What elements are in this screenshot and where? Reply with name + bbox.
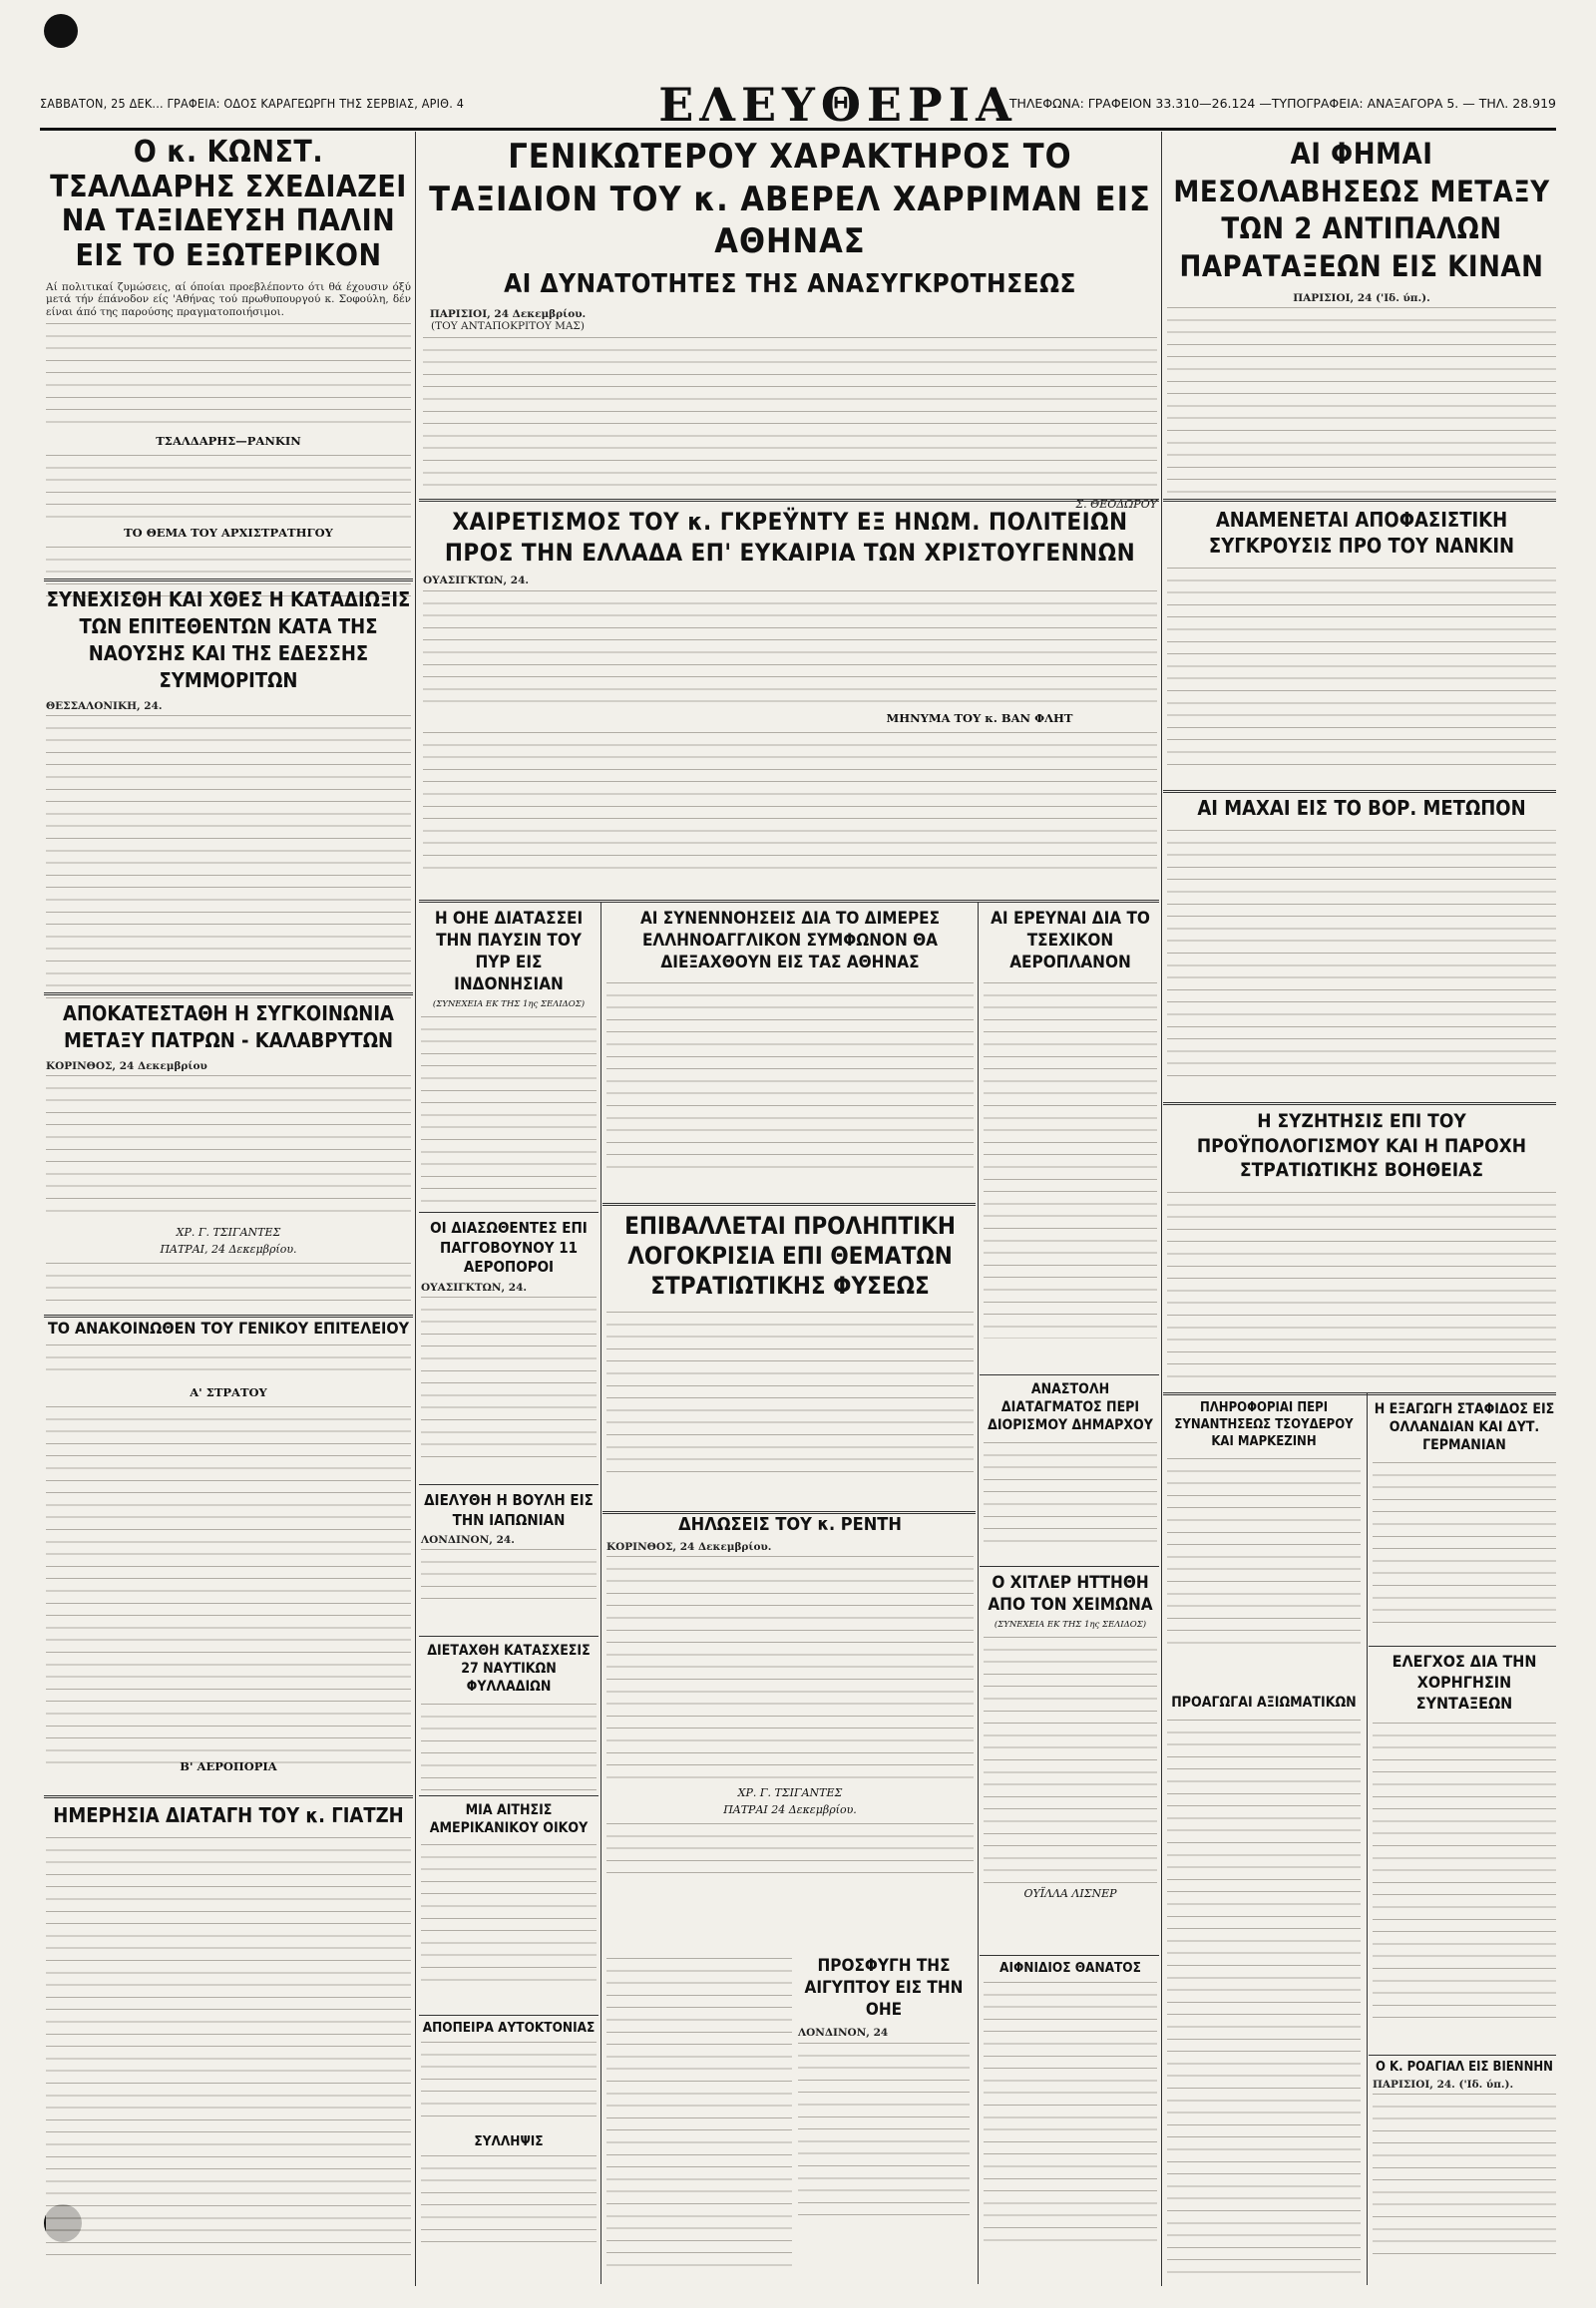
section-rule — [1369, 1646, 1556, 1647]
headline-order: ΗΜΕΡΗΣΙΑ ΔΙΑΤΑΓΗ ΤΟΥ κ. ΓΙΑΤΖΗ — [53, 1803, 404, 1827]
headline-anglo: ΑΙ ΣΥΝΕΝΝΟΗΣΕΙΣ ΔΙΑ ΤΟ ΔΙΜΕΡΕΣ ΕΛΛΗΝΟΑΓΓΛΙΚΟΝ ΣΥΜΦΩΝΟΝ ΘΑ ΔΙΕΞΑΧΘΟΥΝ ΕΙΣ ΤΑΣ ΑΘΗΝΑΣ — [639, 909, 941, 973]
headline-japan: ΔΙΕΛΥΘΗ Η ΒΟΥΛΗ ΕΙΣ ΤΗΝ ΙΑΠΩΝΙΑΝ — [424, 1491, 594, 1529]
text-block — [46, 1834, 411, 2263]
article-general-staff — [46, 1321, 411, 1789]
headline-egypt: ΠΡΟΣΦΥΓΗ ΤΗΣ ΑΙΓΥΠΤΟΥ ΕΙΣ ΤΗΝ ΟΗΕ — [804, 1956, 964, 2021]
article-budget — [1167, 1109, 1556, 1388]
section-rule — [419, 499, 1159, 502]
headline-north-front: ΑΙ ΜΑΧΑΙ ΕΙΣ ΤΟ ΒΟΡ. ΜΕΤΩΠΟΝ — [1197, 796, 1526, 820]
signature-patras: ΧΡ. Γ. ΤΣΙΓΑΝΤΕΣ — [176, 1226, 281, 1240]
text-block — [1373, 2091, 1556, 2260]
headline-pensions: ΕΛΕΓΧΟΣ ΔΙΑ ΤΗΝ ΧΟΡΗΓΗΣΙΝ ΣΥΝΤΑΞΕΩΝ — [1392, 1652, 1537, 1713]
dateline-vienna: ΠΑΡΙΣΙΟΙ, 24. ('Ιδ. ύπ.). — [1373, 2078, 1514, 2091]
section-rule — [419, 1484, 598, 1485]
article-naousa — [46, 586, 411, 985]
article-egypt — [798, 1955, 970, 2284]
article-rentis — [606, 1516, 974, 1945]
text-block — [46, 452, 411, 522]
text-block — [421, 1701, 597, 1790]
article-anglo — [606, 908, 974, 1197]
text-block — [421, 1013, 597, 1213]
section-rule — [1163, 790, 1556, 793]
subhead-van-fleet: ΜΗΝΥΜΑ ΤΟΥ κ. ΒΑΝ ΦΛΗΤ — [886, 710, 1073, 725]
column-rule — [415, 132, 416, 2286]
headline-suicide: ΑΠΟΠΕΙΡΑ ΑΥΤΟΚΤΟΝΙΑΣ — [422, 2020, 596, 2036]
section-rule — [419, 900, 1159, 903]
lead-tsaldaris: Αί πολιτικαί ζυμώσεις, αί όποίαι προεβλέποντο ότι θά έχουσιν όξύ μετά τήν έπάνοδον είς 'Αθήνας τού πρωθυπουργού κ. Σοφούλη, δέν είναι άπό της παρούσης πραγματοποιήσιμοι. — [46, 281, 411, 318]
article-grady — [423, 507, 1157, 896]
dateline-rentis: ΚΟΡΙΝΘΟΣ, 24 Δεκεμβρίου. — [606, 1540, 772, 1553]
section-rule — [980, 1374, 1159, 1375]
article-arrest — [421, 2134, 597, 2284]
text-block — [606, 979, 974, 1169]
article-death — [984, 1961, 1157, 2280]
article-north-front — [1167, 798, 1556, 1097]
headline-patras: ΑΠΟΚΑΤΕΣΤΑΘΗ Η ΣΥΓΚΟΙΝΩΝΙΑ ΜΕΤΑΞΥ ΠΑΤΡΩΝ - ΚΑΛΑΒΡΥΤΩΝ — [63, 1001, 394, 1052]
dateline2-patras: ΠΑΤΡΑΙ, 24 Δεκεμβρίου. — [160, 1243, 297, 1257]
text-block — [421, 1546, 597, 1606]
continued-indonesia: (ΣΥΝΕΧΕΙΑ ΕΚ ΤΗΣ 1ης ΣΕΛΙΔΟΣ) — [432, 999, 586, 1010]
text-block — [1373, 1720, 1556, 2019]
article-tsaldaris — [46, 136, 411, 575]
dateline-china: ΠΑΡΙΣΙΟΙ, 24 ('Ιδ. ύπ.). — [1293, 291, 1430, 304]
article-vienna — [1373, 2061, 1556, 2284]
headline-ships: ΔΙΕΤΑΧΘΗ ΚΑΤΑΣΧΕΣΙΣ 27 ΝΑΥΤΙΚΩΝ ΦΥΛΛΑΔΙΩΝ — [427, 1643, 591, 1696]
article-china — [1167, 136, 1556, 495]
text-block — [1167, 827, 1556, 1086]
headline-hitler: Ο ΧΙΤΛΕΡ ΗΤΤΗΘΗ ΑΠΟ ΤΟΝ ΧΕΙΜΩΝΑ — [988, 1573, 1153, 1616]
article-airplanes — [421, 1219, 597, 1478]
text-block — [606, 1955, 792, 2274]
subhead-tsaldaris-rankin: ΤΣΑΛΔΑΡΗΣ—ΡΑΝΚΙΝ — [156, 433, 301, 448]
article-indonesia — [421, 908, 597, 1207]
headline-china: ΑΙ ΦΗΜΑΙ ΜΕΣΟΛΑΒΗΣΕΩΣ ΜΕΤΑΞΥ ΤΩΝ 2 ΑΝΤΙΠΑΛΩΝ ΠΑΡΑΤΑΞΕΩΝ ΕΙΣ ΚΙΝΑΝ — [1173, 137, 1550, 284]
masthead — [40, 78, 1556, 132]
text-block — [46, 1403, 411, 1772]
section-rule — [44, 1795, 413, 1798]
article-export — [1373, 1400, 1556, 1640]
dateline-japan: ΛΟΝΔΙΝΟΝ, 24. — [421, 1534, 515, 1546]
text-block — [423, 729, 1157, 879]
text-block — [46, 1072, 411, 1222]
source-harriman: (ΤΟΥ ΑΝΤΑΠΟΚΡΙΤΟΥ ΜΑΣ) — [431, 320, 585, 333]
text-block — [421, 2152, 597, 2252]
article-oik — [421, 1801, 597, 2011]
headline-budget: Η ΣΥΖΗΤΗΣΙΣ ΕΠΙ ΤΟΥ ΠΡΟΫΠΟΛΟΓΙΣΜΟΥ ΚΑΙ Η ΠΑΡΟΧΗ ΣΤΡΑΤΙΩΤΙΚΗΣ ΒΟΗΘΕΙΑΣ — [1196, 1110, 1527, 1182]
headline-naousa: ΣΥΝΕΧΙΣΘΗ ΚΑΙ ΧΘΕΣ Η ΚΑΤΑΔΙΩΞΙΣ ΤΩΝ ΕΠΙΤΕΘΕΝΤΩΝ ΚΑΤΑ ΤΗΣ ΝΑΟΥΣΗΣ ΚΑΙ ΤΗΣ ΕΔΕΣΣΗΣ ΣΥΜΜΟΡΙΤΩΝ — [46, 587, 411, 692]
newspaper-title: ΕΛΕΥΘΕΡΙΑ — [658, 78, 1017, 132]
headline-general-staff: ΤΟ ΑΝΑΚΟΙΝΩΘΕΝ ΤΟΥ ΓΕΝΙΚΟΥ ΕΠΙΤΕΛΕΙΟΥ — [47, 1319, 410, 1338]
headline-censorship: ΕΠΙΒΑΛΛΕΤΑΙ ΠΡΟΛΗΠΤΙΚΗ ΛΟΓΟΚΡΙΣΙΑ ΕΠΙ ΘΕΜΑΤΩΝ ΣΤΡΑΤΙΩΤΙΚΗΣ ΦΥΣΕΩΣ — [624, 1212, 956, 1300]
article-suicide — [421, 2021, 597, 2130]
headline-vienna: Ο Κ. ΡΟΑΓΙΑΛ ΕΙΣ ΒΙΕΝΝΗΝ — [1376, 2060, 1553, 2075]
headline-harriman: ΓΕΝΙΚΩΤΕΡΟΥ ΧΑΡΑΚΤΗΡΟΣ ΤΟ ΤΑΞΙΔΙΟΝ ΤΟΥ κ. ΑΒΕΡΕΛ ΧΑΡΡΙΜΑΝ ΕΙΣ ΑΘΗΝΑΣ — [429, 137, 1151, 261]
column-rule — [1367, 1392, 1368, 2285]
article-japan — [421, 1491, 597, 1631]
article-czech — [984, 908, 1157, 1366]
text-block — [798, 2040, 970, 2219]
article-patras — [46, 1000, 411, 1310]
text-block — [421, 1841, 597, 1991]
column-rule — [600, 903, 601, 2284]
text-block — [1167, 1189, 1556, 1388]
article-order — [46, 1805, 411, 2284]
headline-arrest: ΣΥΛΛΗΨΙΣ — [474, 2133, 544, 2149]
subhead-army: Α' ΣΤΡΑΤΟΥ — [190, 1384, 267, 1399]
headline-officers: ΠΡΟΑΓΩΓΑΙ ΑΞΙΩΜΑΤΙΚΩΝ — [1171, 1695, 1357, 1711]
article-mayor — [984, 1380, 1157, 1560]
section-rule — [1369, 2055, 1556, 2056]
dateline-patras: ΚΟΡΙΝΘΟΣ, 24 Δεκεμβρίου — [46, 1060, 207, 1072]
text-block — [1167, 1455, 1361, 1655]
dateline2-rentis: ΠΑΤΡΑΙ 24 Δεκεμβρίου. — [723, 1803, 857, 1817]
text-block — [421, 2039, 597, 2118]
subhead-air: Β' ΑΕΡΟΠΟΡΙΑ — [180, 1759, 277, 1773]
dateline-airplanes: ΟΥΑΣΙΓΚΤΩΝ, 24. — [421, 1281, 528, 1294]
continued-hitler: (ΣΥΝΕΧΕΙΑ ΕΚ ΤΗΣ 1ης ΣΕΛΙΔΟΣ) — [994, 1620, 1147, 1631]
headline-death: ΑΙΦΝΙΔΙΟΣ ΘΑΝΑΤΟΣ — [999, 1960, 1141, 1976]
signature-hitler: ΟΥΪΛΛΑ ΛΙΣΝΕΡ — [1023, 1887, 1117, 1901]
section-rule — [44, 1315, 413, 1318]
headline-grady: ΧΑΙΡΕΤΙΣΜΟΣ ΤΟΥ κ. ΓΚΡΕΫΝΤΥ ΕΞ ΗΝΩΜ. ΠΟΛΙΤΕΙΩΝ ΠΡΟΣ ΤΗΝ ΕΛΛΑΔΑ ΕΠ' ΕΥΚΑΙΡΙΑ ΤΩΝ ΧΡΙΣΤΟΥΓΕΝΝΩΝ — [444, 508, 1136, 568]
section-rule — [1163, 499, 1556, 502]
text-block — [606, 1553, 974, 1782]
section-rule — [602, 1203, 976, 1206]
article-tsouderos — [1167, 1400, 1361, 1690]
text-block — [423, 334, 1157, 494]
masthead-left-info: ΣΑΒΒΑΤΟΝ, 25 ΔΕΚ... ΓΡΑΦΕΙΑ: ΟΔΟΣ ΚΑΡΑΓΕΩΡΓΗ ΤΗΣ ΣΕΡΒΙΑΣ, ΑΡΙΘ. 4 — [40, 96, 465, 111]
headline-indonesia: Η ΟΗΕ ΔΙΑΤΑΣΣΕΙ ΤΗΝ ΠΑΥΣΙΝ ΤΟΥ ΠΥΡ ΕΙΣ ΙΝΔΟΝΗΣΙΑΝ — [434, 909, 584, 995]
dateline-harriman: ΠΑΡΙΣΙΟΙ, 24 Δεκεμβρίου. — [429, 307, 587, 320]
section-rule — [980, 1566, 1159, 1567]
text-block — [984, 979, 1157, 1339]
signature-rentis: ΧΡ. Γ. ΤΣΙΓΑΝΤΕΣ — [737, 1786, 843, 1800]
text-block — [984, 1979, 1157, 2248]
section-rule — [419, 1795, 598, 1796]
article-nanking — [1167, 507, 1556, 786]
article-hitler — [984, 1572, 1157, 1951]
headline-tsaldaris: Ο κ. ΚΩΝΣΤ. ΤΣΑΛΔΑΡΗΣ ΣΧΕΔΙΑΖΕΙ ΝΑ ΤΑΞΙΔΕΥΣΗ ΠΑΛΙΝ ΕΙΣ ΤΟ ΕΞΩΤΕΡΙΚΟΝ — [50, 135, 407, 273]
headline-export: Η ΕΞΑΓΩΓΗ ΣΤΑΦΙΔΟΣ ΕΙΣ ΟΛΛΑΝΔΙΑΝ ΚΑΙ ΔΥΤ. ΓΕΡΜΑΝΙΑΝ — [1374, 1401, 1555, 1454]
text-block — [1167, 1717, 1361, 2275]
headline-czech: ΑΙ ΕΡΕΥΝΑΙ ΔΙΑ ΤΟ ΤΣΕΧΙΚΟΝ ΑΕΡΟΠΛΑΝΟΝ — [991, 909, 1150, 973]
headline-oik: ΜΙΑ ΑΙΤΗΣΙΣ ΑΜΕΡΙΚΑΝΙΚΟΥ ΟΙΚΟΥ — [429, 1802, 589, 1837]
section-rule — [1163, 1102, 1556, 1105]
headline-nanking: ΑΝΑΜΕΝΕΤΑΙ ΑΠΟΦΑΣΙΣΤΙΚΗ ΣΥΓΚΡΟΥΣΙΣ ΠΡΟ ΤΟΥ ΝΑΝΚΙΝ — [1208, 508, 1515, 558]
text-block — [46, 320, 411, 430]
masthead-right-info: ΤΗΛΕΦΩΝΑ: ΓΡΑΦΕΙΟΝ 33.310—26.124 —ΤΥΠΟΓΡΑΦΕΙΑ: ΑΝΑΞΑΓΟΡΑ 5. — ΤΗΛ. 28.919 — [1008, 96, 1556, 111]
section-rule — [44, 992, 413, 995]
subsection-air — [46, 1755, 411, 1785]
article-officers — [1167, 1696, 1361, 2284]
signature-harriman: Σ. ΘΕΟΔΩΡΟΥ — [1075, 498, 1157, 512]
dateline-naousa: ΘΕΣΣΑΛΟΝΙΚΗ, 24. — [46, 700, 163, 712]
binding-hole-top — [44, 14, 78, 48]
section-rule — [1163, 1392, 1556, 1395]
text-block — [1167, 304, 1556, 494]
article-pensions — [1373, 1652, 1556, 2051]
article-harriman — [423, 136, 1157, 512]
text-block — [423, 587, 1157, 707]
section-rule — [419, 2015, 598, 2016]
section-rule — [419, 1212, 598, 1213]
subheadline-harriman: ΑΙ ΔΥΝΑΤΟΤΗΤΕΣ ΤΗΣ ΑΝΑΣΥΓΚΡΟΤΗΣΕΩΣ — [504, 268, 1076, 299]
section-rule — [44, 578, 413, 581]
dateline-grady: ΟΥΑΣΙΓΚΤΩΝ, 24. — [423, 575, 530, 587]
article-ships — [421, 1642, 597, 1791]
text-block — [1373, 1459, 1556, 1629]
text-block — [46, 1342, 411, 1381]
text-block — [606, 1309, 974, 1478]
text-column-filler — [606, 1955, 792, 2284]
column-rule — [1161, 132, 1162, 2286]
text-block — [46, 1260, 411, 1310]
headline-airplanes: ΟΙ ΔΙΑΣΩΘΕΝΤΕΣ ΕΠΙ ΠΑΓΓΟΒΟΥΝΟΥ 11 ΑΕΡΟΠΟΡΟΙ — [430, 1219, 588, 1276]
subhead-chief-general: ΤΟ ΘΕΜΑ ΤΟΥ ΑΡΧΙΣΤΡΑΤΗΓΟΥ — [124, 525, 333, 540]
headline-rentis: ΔΗΛΩΣΕΙΣ ΤΟΥ κ. ΡΕΝΤΗ — [678, 1514, 902, 1535]
text-block — [984, 1634, 1157, 1883]
headline-mayor: ΑΝΑΣΤΟΛΗ ΔΙΑΤΑΓΜΑΤΟΣ ΠΕΡΙ ΔΙΟΡΙΣΜΟΥ ΔΗΜΑΡΧΟΥ — [988, 1381, 1153, 1434]
section-rule — [980, 1955, 1159, 1956]
text-block — [421, 1294, 597, 1463]
text-block — [46, 712, 411, 1001]
article-censorship — [606, 1211, 974, 1510]
headline-tsouderos: ΠΛΗΡΟΦΟΡΙΑΙ ΠΕΡΙ ΣΥΝΑΝΤΗΣΕΩΣ ΤΣΟΥΔΕΡΟΥ ΚΑΙ ΜΑΡΚΕΖΙΝΗ — [1174, 1400, 1354, 1449]
text-block — [1167, 565, 1556, 774]
text-block — [606, 1820, 974, 1880]
text-block — [984, 1439, 1157, 1549]
dateline-egypt: ΛΟΝΔΙΝΟΝ, 24 — [798, 2027, 889, 2040]
section-rule — [419, 1636, 598, 1637]
column-rule — [978, 903, 979, 2284]
